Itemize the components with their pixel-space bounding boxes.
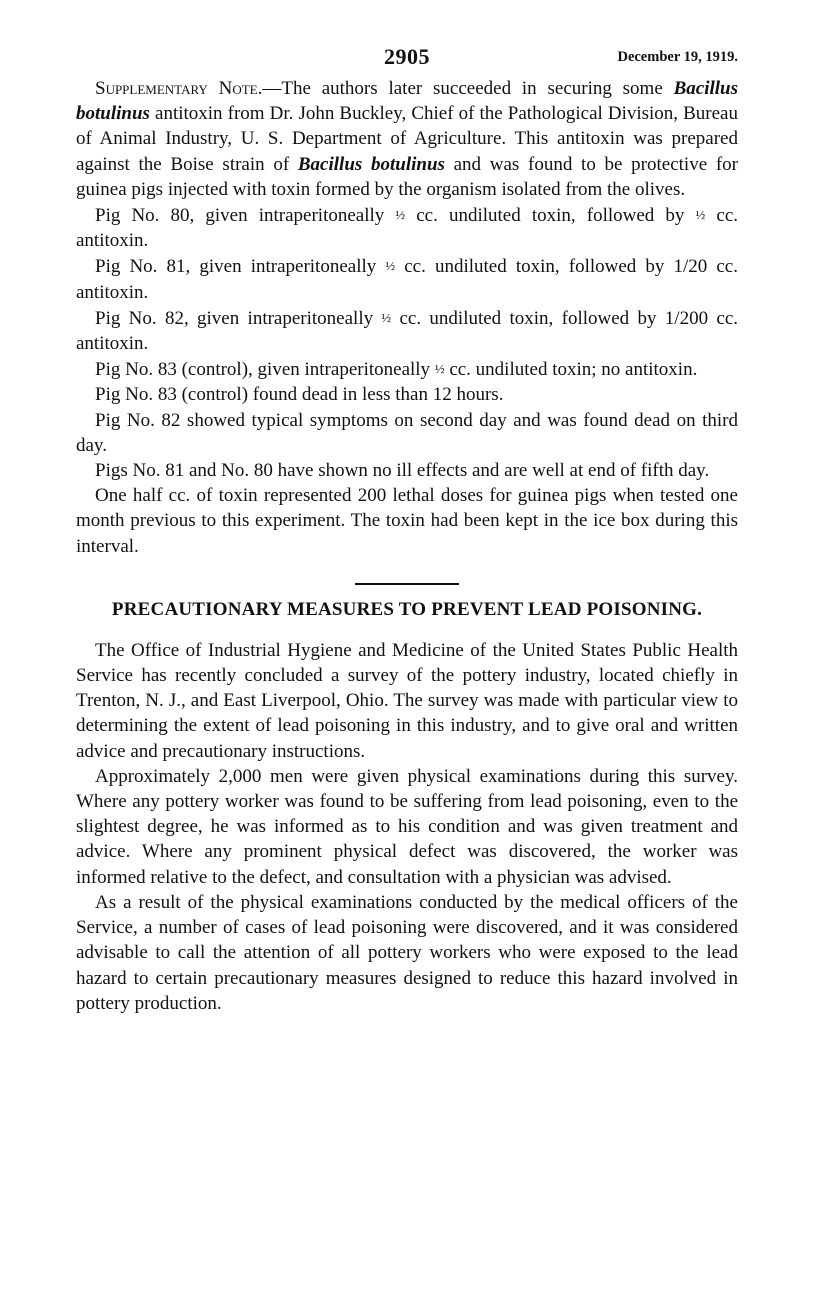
pig-83-paragraph xyxy=(76,356,738,382)
section-divider xyxy=(355,583,459,585)
result-pigs-81-80: Pigs No. 81 and No. 80 have shown no ill effects and are well at end of fifth day. xyxy=(95,460,710,482)
pig-80-text: cc. antitoxin. xyxy=(76,205,739,252)
fraction-half: ½ xyxy=(385,258,396,274)
pig-83-text: Pig No. 83 (control), given intraperitoneally xyxy=(95,359,435,381)
fraction-half: ½ xyxy=(381,309,392,325)
lead-paragraph-3: As a result of the physical examinations conducted by the medical officers of the Service, a number of cases of lead poisoning were discovered, and it was considered advisable to call the attention of all pottery workers who were exposed to the lead hazard to certain precautionary measures designed to reduce this hazard involved in pottery production. xyxy=(76,891,738,1014)
organism-name: Bacillus botulinus xyxy=(76,78,738,125)
supplementary-note-text: —The authors later succeeded in securing some xyxy=(262,78,674,99)
supplementary-note-label: Supplementary Note. xyxy=(95,78,263,99)
supplementary-note-paragraph xyxy=(76,76,738,202)
lead-paragraph-1: The Office of Industrial Hygiene and Medicine of the United States Public Health Service has recently concluded a survey of the pottery industry, located chiefly in Trenton, N. J., and East Liverpool, Ohio. The survey was made with particular view to determining the extent of lead poisoning in this industry, and to give oral and written advice and precautionary instructions. xyxy=(76,639,738,762)
fraction-half: ½ xyxy=(695,207,706,223)
result-pig-83: Pig No. 83 (control) found dead in less than 12 hours. xyxy=(95,384,504,406)
pig-80-text: Pig No. 80, given intraperitoneally xyxy=(95,205,396,227)
fraction-half: ½ xyxy=(395,207,406,223)
pig-81-text: cc. undiluted toxin, followed by 1/20 cc. antitoxin. xyxy=(76,256,738,303)
pig-82-text: Pig No. 82, given intraperitoneally xyxy=(95,307,382,329)
lead-paragraph-2: Approximately 2,000 men were given physical examinations during this survey. Where any pottery worker was found to be suffering from lead poisoning, even to the slightest degree, he was informed as to his condition and was given treatment and advice. Where any prominent physical defect was discovered, the worker was informed relative to the defect, and consultation with a physician was advised. xyxy=(76,765,738,888)
pig-82-text: cc. undiluted toxin, followed by 1/200 cc. antitoxin. xyxy=(76,307,738,355)
pig-83-text: cc. undiluted toxin; no antitoxin. xyxy=(444,359,698,381)
fraction-half: ½ xyxy=(434,361,445,377)
pig-80-paragraph xyxy=(76,202,738,253)
pig-82-paragraph xyxy=(76,305,738,356)
result-pig-82: Pig No. 82 showed typical symptoms on second day and was found dead on third day. xyxy=(76,409,738,456)
pig-81-paragraph xyxy=(76,253,738,304)
pig-80-text: cc. undiluted toxin, followed by xyxy=(405,205,696,227)
page-header xyxy=(76,40,738,76)
pig-81-text: Pig No. 81, given intraperitoneally xyxy=(95,256,386,278)
page-number: 2905 xyxy=(384,44,430,69)
experiment-conclusion: One half cc. of toxin represented 200 lethal doses for guinea pigs when tested one month previous to this experiment. The toxin had been kept in the ice box during this interval. xyxy=(76,485,738,557)
header-date: December 19, 1919. xyxy=(617,49,738,65)
organism-name: Bacillus botulinus xyxy=(297,153,445,175)
section-title: PRECAUTIONARY MEASURES TO PREVENT LEAD POISONING. xyxy=(111,598,703,620)
supplementary-note-text: and was found to be protective for guinea pigs injected with toxin formed by the organism isolated from the olives. xyxy=(76,153,738,200)
document-page xyxy=(76,40,738,1016)
supplementary-note-text: antitoxin from Dr. John Buckley, Chief of the Pathological Division, Bureau of Animal Industry, U. S. Department of Agriculture. This antitoxin was prepared against the Boise strain of xyxy=(76,103,738,175)
